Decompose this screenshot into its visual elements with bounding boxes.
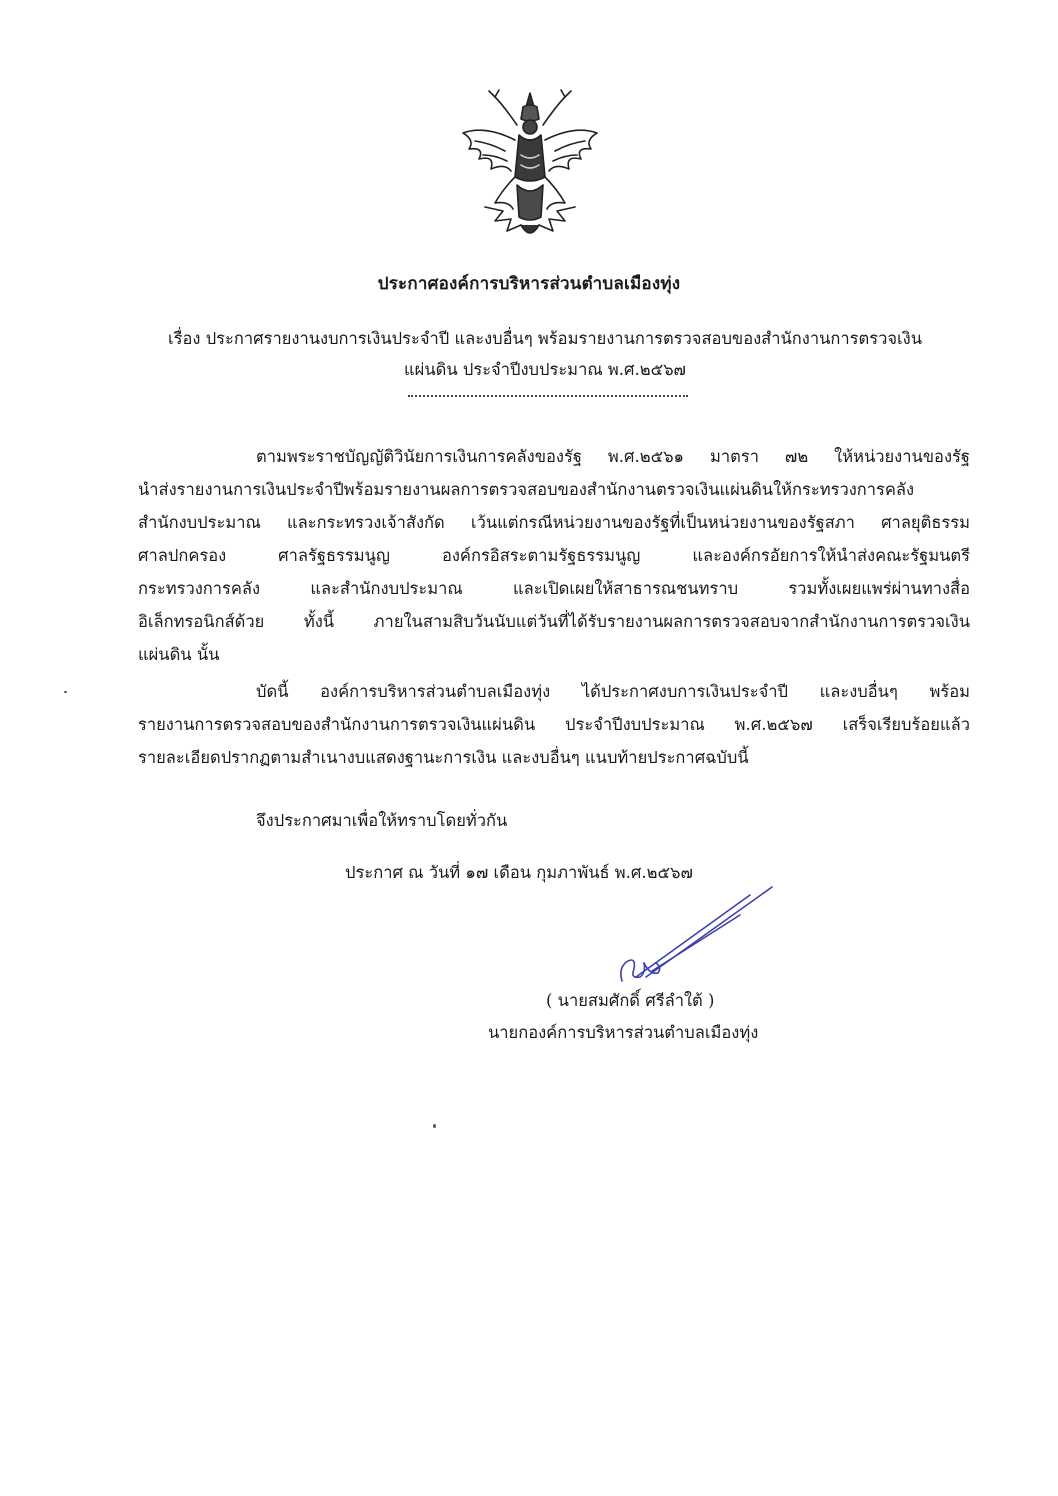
scan-speck (433, 1124, 436, 1128)
announcement-date: ประกาศ ณ วันที่ ๑๗ เดือน กุมภาพันธ์ พ.ศ.๒๕๖๗ (345, 863, 693, 882)
subject-line-1: เรื่อง ประกาศรายงานงบการเงินประจำปี และงบอื่นๆ พร้อมรายงานการตรวจสอบของสำนักงานการตรวจเงิน (167, 329, 922, 348)
scan-speck (64, 691, 67, 693)
paragraph-line: บัดนี้ องค์การบริหารส่วนตำบลเมืองทุ่ง ได้ประกาศงบการเงินประจำปี และงบอื่นๆ พร้อม (256, 682, 970, 701)
paragraph-line: อิเล็กทรอนิกส์ด้วย ทั้งนี้ ภายในสามสิบวันนับแต่วันที่ได้รับรายงานผลการตรวจสอบจากสำนักงานการตรวจเงิน (138, 612, 970, 631)
separator-line (408, 394, 688, 397)
paragraph-line: แผ่นดิน นั้น (138, 645, 220, 664)
signer-title: นายกองค์การบริหารส่วนตำบลเมืองทุ่ง (488, 1023, 759, 1042)
paragraph-line: ตามพระราชบัญญัติวินัยการเงินการคลังของรัฐ พ.ศ.๒๕๖๑ มาตรา ๗๒ ให้หน่วยงานของรัฐ (256, 447, 970, 466)
closing-statement: จึงประกาศมาเพื่อให้ทราบโดยทั่วกัน (256, 811, 508, 830)
document-title: ประกาศองค์การบริหารส่วนตำบลเมืองทุ่ง (377, 274, 681, 294)
paragraph-line: รายละเอียดปรากฏตามสำเนางบแสดงฐานะการเงิน และงบอื่นๆ แนบท้ายประกาศฉบับนี้ (138, 748, 749, 767)
handwritten-signature (600, 885, 780, 995)
paragraph-line: รายงานการตรวจสอบของสำนักงานการตรวจเงินแผ่นดิน ประจำปีงบประมาณ พ.ศ.๒๕๖๗ เสร็จเรียบร้อยแล้ว (138, 715, 970, 734)
paragraph-1 (138, 440, 970, 671)
paragraph-line: ศาลปกครอง ศาลรัฐธรรมนูญ องค์กรอิสระตามรัฐธรรมนูญ และองค์กรอัยการให้นำส่งคณะรัฐมนตรี (138, 546, 970, 565)
paragraph-2 (138, 675, 970, 774)
subject-line-2: แผ่นดิน ประจำปีงบประมาณ พ.ศ.๒๕๖๗ (404, 360, 686, 379)
paragraph-line: กระทรวงการคลัง และสำนักงบประมาณ และเปิดเผยให้สาธารณชนทราบ รวมทั้งเผยแพร่ผ่านทางสื่อ (138, 579, 970, 598)
paragraph-line: นำส่งรายงานการเงินประจำปีพร้อมรายงานผลการตรวจสอบของสำนักงานตรวจเงินแผ่นดินให้กระทรวงการคลัง (138, 480, 915, 499)
document-subject (130, 323, 960, 385)
garuda-emblem-icon (455, 85, 605, 245)
paragraph-line: สำนักงบประมาณ และกระทรวงเจ้าสังกัด เว้นแต่กรณีหน่วยงานของรัฐที่เป็นหน่วยงานของรัฐสภา ศาลยุติธรรม (138, 513, 970, 532)
signer-name: ( นายสมศักดิ์ ศรีลำใต้ ) (546, 991, 715, 1010)
